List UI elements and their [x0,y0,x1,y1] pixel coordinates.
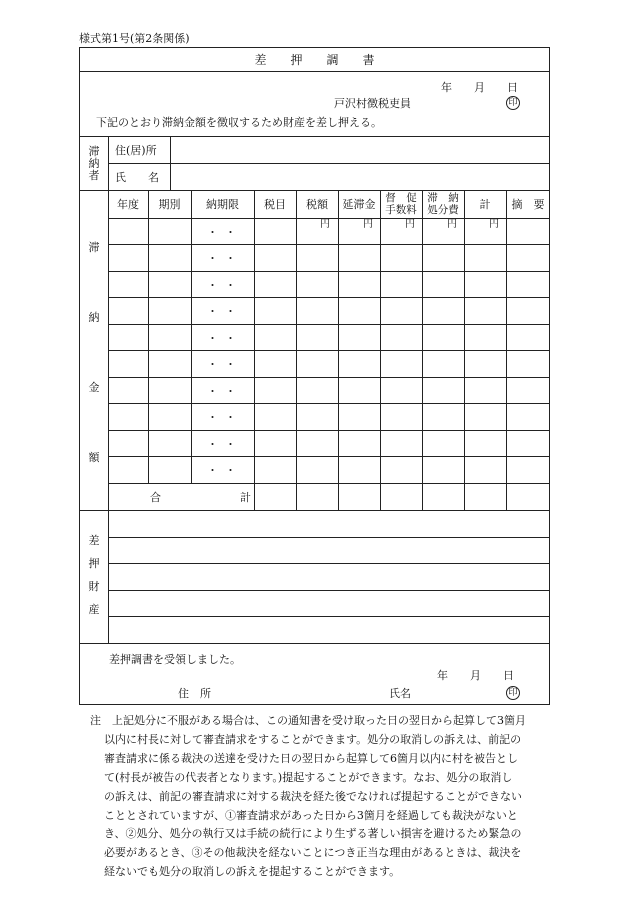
amount-label-char: 金 [88,381,100,394]
header-total: 計 [479,198,491,211]
header-fiscal-year: 年度 [117,198,139,211]
property-row-line [108,590,550,591]
column-line [296,190,297,510]
total-divider [79,510,550,511]
property-label-char: 差 [88,534,100,547]
notice-line: こととされていますが、①審査請求があった日から3箇月を経過しても裁決がないと [104,808,518,822]
table-row-line [108,377,550,378]
delinquent-label-char: 者 [88,169,100,182]
address-label: 住(居)所 [115,144,157,157]
column-line [464,190,465,510]
property-label-char: 産 [88,603,100,616]
due-date-placeholder: ・ ・ [207,226,236,239]
table-row-line [108,456,550,457]
tax-official-title: 戸沢村徴税吏員 [334,97,411,110]
property-row-line [108,563,550,564]
title-divider [79,71,550,72]
notice-line: 必要があるとき、③その他裁決を経ないことにつき正当な理由があるときは、裁決を [104,846,522,860]
yen-unit: 円 [320,219,330,230]
table-row-line [108,403,550,404]
table-row-line [108,244,550,245]
receipt-date: 年 月 日 [437,669,514,682]
due-date-placeholder: ・ ・ [207,252,236,265]
receipt-statement: 差押調書を受領しました。 [109,653,241,666]
due-date-placeholder: ・ ・ [207,464,236,477]
header-remarks: 摘 要 [511,198,545,211]
property-row-line [108,616,550,617]
notice-prefix: 注 [90,714,101,727]
address-divider [108,163,550,164]
appeal-notice [90,712,560,882]
header-demand-fee: 手数料 [385,204,417,216]
notice-line: 経ないでも処分の取消しの訴えを提起することができます。 [104,865,401,879]
delinquent-label-char: 滞 [88,145,100,158]
property-row-line [108,537,550,538]
header-demand-fee: 督 促 [385,192,417,204]
total-label: 計 [240,491,251,504]
due-date-placeholder: ・ ・ [207,438,236,451]
due-date-placeholder: ・ ・ [207,332,236,345]
header-tax-item: 税目 [264,198,286,211]
column-line [380,190,381,510]
receipt-name-label: 氏名 [389,687,411,700]
table-row-line [108,297,550,298]
name-field[interactable] [172,165,548,189]
receipt-address-label: 住 所 [178,687,211,700]
property-label-char: 押 [88,557,100,570]
name-label: 氏 名 [115,171,159,184]
notice-line: の訴えは、前記の審査請求に対する裁決を経た後でなければ提起することができない [104,789,522,803]
table-row-line [108,271,550,272]
notice-line: 以内に村長に対して審査請求をすることができます。処分の取消しの訴えは、前記の [104,732,522,746]
table-row-line [108,430,550,431]
header-period: 期別 [158,198,181,211]
header-divider [79,136,550,137]
table-row-line [108,324,550,325]
column-line [506,190,507,510]
table-row-line [108,483,550,484]
field-label-line [170,136,171,190]
notice-line: 審査請求に係る裁決の送達を受けた日の翌日から起算して6箇月以内に村を被告とし [104,751,518,765]
due-date-placeholder: ・ ・ [207,411,236,424]
yen-unit: 円 [447,219,457,230]
yen-unit: 円 [489,219,499,230]
notice-line: き、②処分、処分の執行又は手続の続行により生ずる著しい損害を避けるため緊急の [104,827,522,841]
header-due-date: 納期限 [206,198,239,211]
delinquent-divider [79,190,550,191]
due-date-placeholder: ・ ・ [207,358,236,371]
due-date-placeholder: ・ ・ [207,279,236,292]
column-line [338,190,339,510]
receipt-seal-mark: 印 [506,686,520,700]
column-line [191,190,192,483]
amount-label-char: 額 [88,451,100,464]
amount-label-char: 納 [88,311,100,324]
property-label-char: 財 [88,580,100,593]
table-row-line [108,350,550,351]
intro-statement: 下記のとおり滞納金額を徴収するため財産を差し押える。 [96,116,382,129]
delinquent-label-char: 納 [88,157,100,170]
receipt-divider [79,643,550,644]
due-date-placeholder: ・ ・ [207,385,236,398]
label-column-line [108,136,109,643]
column-line [422,190,423,510]
yen-unit: 円 [363,219,373,230]
notice-line: て(村長が被告の代表者となります。)提起することができます。なお、処分の取消し [104,770,513,784]
form-reference: 様式第1号(第2条関係) [79,32,190,45]
document-title: 差 押 調 書 [254,53,375,67]
header-late-charge: 延滞金 [342,198,376,211]
header-disposition-cost: 処分費 [427,204,459,216]
header-tax-amount: 税額 [306,198,328,211]
seal-mark: 印 [506,96,520,110]
column-line [148,190,149,483]
issue-date: 年 月 日 [441,81,518,94]
address-field[interactable] [172,138,548,162]
notice-line: 注 上記処分に不服がある場合は、この通知書を受け取った日の翌日から起算して3箇月 [90,714,526,727]
yen-unit: 円 [405,219,415,230]
header-disposition-cost: 滞 納 [427,192,459,204]
total-label: 合 [150,491,161,504]
amount-label-char: 滞 [88,241,100,254]
column-line [254,190,255,510]
due-date-placeholder: ・ ・ [207,305,236,318]
